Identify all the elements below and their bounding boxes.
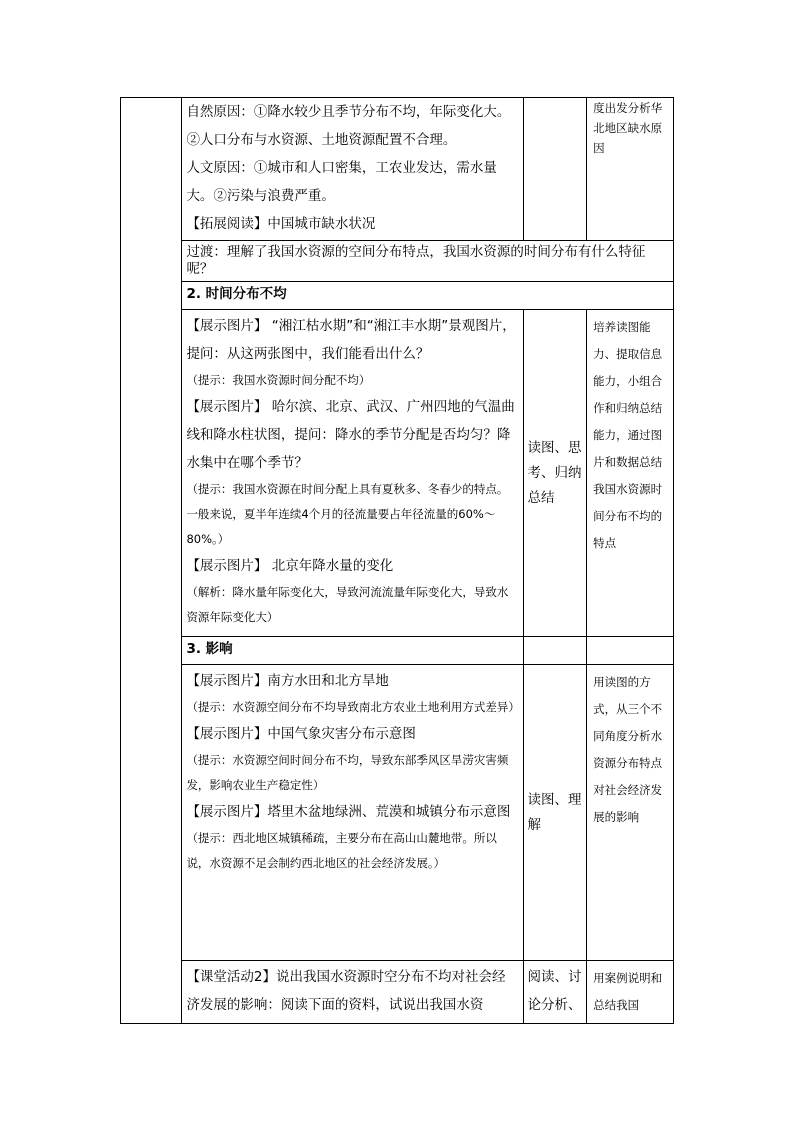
last-aim-cell: 用案例说明和总结我国 [587,961,674,1024]
activity-cell [523,98,587,241]
show-image-item: 【展示图片】 哈尔滨、北京、武汉、广州四地的气温曲线和降水柱状图，提问：降水的季节分配是否均匀？降水集中在哪个季节？ [186,399,515,471]
section-3-activity: 读图、理解 [523,665,587,961]
table-row [121,961,674,1024]
population-cause-text: ②人口分布与水资源、土地资源配置不合理。 [186,132,457,148]
section-3-aim: 用读图的方式，从三个不同角度分析水资源分布特点对社会经济发展的影响 [587,665,674,961]
analysis-text: （解析：降水量年际变化大，导致河流流量年际变化大，导致水资源年际变化大） [186,585,509,624]
section-2-heading: 2. 时间分布不均 [182,282,674,310]
table-row [121,310,674,637]
section-2-activity: 读图、思考、归纳总结 [523,310,587,637]
classroom-activity-text: 【课堂活动2】说出我国水资源时空分布不均对社会经济发展的影响：阅读下面的资料，试说出我国水资 [182,961,523,1024]
table-row [121,241,674,282]
hint-text: （提示：水资源空间时间分布不均，导致东部季风区旱涝灾害频发，影响农业生产稳定性） [186,753,509,792]
show-image-item: 【展示图片】 “湘江枯水期”和“湘江丰水期”景观图片，提问：从这两张图中，我们能看出什么？ [186,318,516,362]
table-row [121,98,674,241]
hint-text: （提示：西北地区城镇稀疏，主要分布在高山山麓地带。所以说，水资源不足会制约西北地区的社会经济发展。） [186,831,497,870]
empty-cell [587,637,674,665]
extended-reading-text: 【拓展阅读】中国城市缺水状况 [186,216,376,232]
show-image-item: 【展示图片】中国气象灾害分布示意图 [186,726,416,742]
show-image-item: 【展示图片】南方水田和北方旱地 [186,673,389,689]
table-row [121,665,674,961]
section-2-aim: 培养读图能力、提取信息能力，小组合作和归纳总结能力，通过图片和数据总结我国水资源时间分布不均的特点 [587,310,674,637]
section-2-body [182,310,523,637]
aim-cell: 度出发分析华北地区缺水原因 [587,98,674,241]
left-column-cell [121,98,182,1024]
lesson-plan-table [120,97,674,1024]
show-image-item: 【展示图片】 北京年降水量的变化 [186,558,394,574]
human-cause-text: 人文原因：①城市和人口密集，工农业发达，需水量大。②污染与浪费严重。 [186,160,497,204]
causes-cell [182,98,523,241]
section-3-body [182,665,523,961]
table-row [121,637,674,665]
section-3-heading: 3. 影响 [182,637,523,665]
show-image-item: 【展示图片】塔里木盆地绿洲、荒漠和城镇分布示意图 [186,804,511,820]
hint-text: （提示：水资源空间分布不均导致南北方农业土地利用方式差异） [186,700,520,714]
last-activity-cell: 阅读、讨论分析、 [523,961,587,1024]
hint-text: （提示：我国水资源在时间分配上具有夏秋多、冬春少的特点。一般来说，夏半年连续4个月的径流量要占年径流量的60%～80%。） [186,482,509,546]
table-row [121,282,674,310]
transition-text: 过渡：理解了我国水资源的空间分布特点，我国水资源的时间分布有什么特征呢？ [182,241,674,282]
empty-cell [523,637,587,665]
natural-cause-text: 自然原因：①降水较少且季节分布不均，年际变化大。 [186,104,511,120]
hint-text: （提示：我国水资源时间分配不均） [186,373,371,387]
